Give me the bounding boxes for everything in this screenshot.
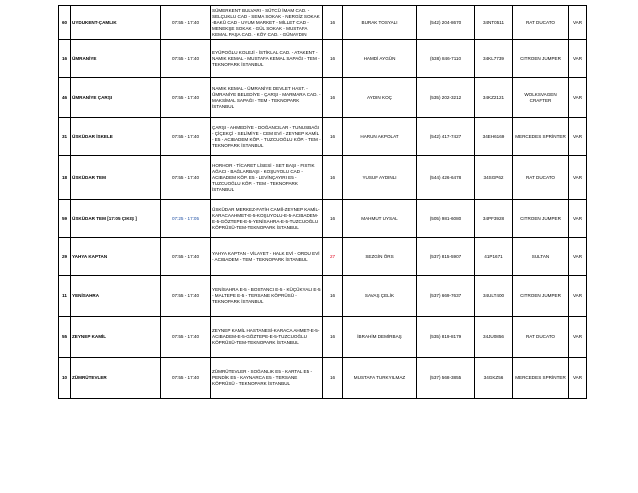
vehicle-model: RAT DUCATO (513, 317, 569, 358)
service-hours: 07:25 - 17:05 (161, 200, 211, 238)
route-name: ÜSKÜDAR İSKELE (71, 118, 161, 156)
vehicle-plate: 34ULT400 (475, 276, 513, 317)
table-row (59, 200, 587, 238)
availability-status: VAR (569, 6, 587, 40)
table-row (59, 78, 587, 118)
route-name: UYDUKENT-ÇAMLIK (71, 6, 161, 40)
vehicle-plate: 34JU0856 (475, 317, 513, 358)
vehicle-plate: 41P1671 (475, 238, 513, 276)
route-stops (211, 317, 323, 358)
route-stops (211, 6, 323, 40)
route-stops (211, 78, 323, 118)
driver-phone: (535) 202-3212 (417, 78, 475, 118)
seat-capacity: 16 (323, 6, 343, 40)
driver-phone: (538) 846-7110 (417, 40, 475, 78)
route-stops (211, 358, 323, 399)
route-stops (211, 156, 323, 200)
driver-name: SEZGİN ÖRS (343, 238, 417, 276)
vehicle-plate: 34KZ2121 (475, 78, 513, 118)
route-number: 16 (59, 40, 71, 78)
route-stops-text: SÜMERKENT BULVARI - SÜTCÜ İMAM CAD. - SELÇUKLU CAD - SEMA SOKAK - NERGİZ SOKAK -BAKÜ CAD - UYUM MARKET - MİLLET CAD - MENEKŞE SOKAK - GÜL SOKAK - MUSTAFA KEMAL PAŞA CAD. - KÖY CAD. - GÜNAYDIN (212, 7, 320, 37)
driver-name: BURAK TOSYALI (343, 6, 417, 40)
vehicle-model: RAT DUCATO (513, 6, 569, 40)
vehicle-model: MERCEDES SPRİNTER (513, 118, 569, 156)
route-name: YENİSAHRA (71, 276, 161, 317)
availability-status: VAR (569, 200, 587, 238)
route-stops-text: YAHYA KAPTAN - VİLAYET - HALK EVİ - ORDU EVİ - ACIBADEM - TEM - TEKNOPARK İSTANBUL (212, 250, 320, 262)
service-hours: 07:55 - 17:40 (161, 358, 211, 399)
table-row (59, 238, 587, 276)
driver-name: YUSUF AYDINLI (343, 156, 417, 200)
route-stops-text: ZEYNEP KAMİL HASTANESİ-KARACA AHMET-E-5-ACIBADEM-E-5-GÖZTEPE-E-5-TUZCUOĞLU KÖPRÜSÜ-TEM-TEKNOPARK İSTANBUL (212, 328, 320, 345)
route-stops-text: ÇARŞI - AHMEDİYE - DOĞANCILAR - TUNUSBAĞI - ÇİÇEKÇİ - SELİMİYE - CEM EVİ - ZEYNEP KAMİL - E5 - ACIBADEM KÖP. - TUZCUOĞLU KÖP. - TEM - TEKNOPARK İSTANBUL (212, 124, 321, 148)
driver-phone: (537) 815-5907 (417, 238, 475, 276)
vehicle-model: CITROEN JUMPER (513, 200, 569, 238)
availability-status: VAR (569, 358, 587, 399)
route-stops (211, 118, 323, 156)
seat-capacity: 16 (323, 78, 343, 118)
route-stops (211, 276, 323, 317)
route-stops-text: EYÜPOĞLU KOLEJİ - İSTİKLAL CAD. - ATAKENT - NAMIK KEMAL - MUSTAFA KEMAL SAPAĞI - TEM - TEKNOPARK İSTANBUL (212, 49, 320, 67)
service-hours: 07:55 - 17:40 (161, 276, 211, 317)
driver-name: MAHMUT UYSAL (343, 200, 417, 238)
seat-capacity: 16 (323, 40, 343, 78)
service-hours: 07:55 - 17:40 (161, 40, 211, 78)
table-row (59, 40, 587, 78)
route-name: ZEYNEP KAMİL (71, 317, 161, 358)
seat-capacity: 16 (323, 276, 343, 317)
route-number: 60 (59, 6, 71, 40)
driver-phone: (542) 204-8670 (417, 6, 475, 40)
service-hours: 07:55 - 17:40 (161, 317, 211, 358)
vehicle-plate: 34NT0511 (475, 6, 513, 40)
route-name: ÜSKÜDAR TEM (71, 156, 161, 200)
route-rows (59, 6, 587, 399)
vehicle-model: MERCEDES SPRİNTER (513, 358, 569, 399)
table-row (59, 358, 587, 399)
driver-phone: (535) 819-8179 (417, 317, 475, 358)
route-stops-text: ZÜMRÜTEVLER - SOĞANLIK E5 - KARTAL E5 - PENDİK E5 - KAYNARCA E5 - TERSANE KÖPRÜSÜ - TEKNOPARK İSTANBUL (212, 369, 312, 386)
route-stops (211, 238, 323, 276)
route-name: ÜSKÜDAR TEM [17:05 ÇIKIŞ ] (71, 200, 161, 238)
availability-status: VAR (569, 118, 587, 156)
route-number: 55 (59, 317, 71, 358)
availability-status: VAR (569, 78, 587, 118)
vehicle-model: SULTAN (513, 238, 569, 276)
route-number: 46 (59, 78, 71, 118)
vehicle-plate: 34EH6169 (475, 118, 513, 156)
driver-phone: (537) 568-3855 (417, 358, 475, 399)
availability-status: VAR (569, 40, 587, 78)
availability-status: VAR (569, 156, 587, 200)
driver-name: HARUN AKPOLAT (343, 118, 417, 156)
route-stops-text: HORHOR - TİCARET LİSESİ - SET BAŞI - FISTIK AĞACI - BAĞLARBAŞI - KOŞUYOLU CAD - ACIBADEM KÖP. E5 - LEVİNÇAYIRI E5 - TUZCUOĞLU KÖP. - TEM - TEKNOPARK İSTANBUL (212, 162, 315, 192)
driver-phone: (542) 417-7427 (417, 118, 475, 156)
table-row (59, 276, 587, 317)
availability-status: VAR (569, 238, 587, 276)
driver-phone: (505) 981-6080 (417, 200, 475, 238)
route-number: 10 (59, 358, 71, 399)
route-stops (211, 200, 323, 238)
table-row (59, 317, 587, 358)
driver-phone: (537) 669-7637 (417, 276, 475, 317)
vehicle-plate: 34KL7739 (475, 40, 513, 78)
service-hours: 07:55 - 17:40 (161, 78, 211, 118)
seat-capacity: 16 (323, 317, 343, 358)
availability-status: VAR (569, 317, 587, 358)
vehicle-plate: 34SGP62 (475, 156, 513, 200)
seat-capacity: 27 (323, 238, 343, 276)
route-number: 29 (59, 238, 71, 276)
table-row (59, 156, 587, 200)
service-hours: 07:55 - 17:40 (161, 156, 211, 200)
driver-name: İBRAHİM DEMİRBAŞ (343, 317, 417, 358)
table-row (59, 6, 587, 40)
route-number: 11 (59, 276, 71, 317)
vehicle-model: WOLKSVAGEN CRAFTER (513, 78, 569, 118)
driver-phone: (544) 426-6478 (417, 156, 475, 200)
driver-name: SAVAŞ ÇELİK (343, 276, 417, 317)
seat-capacity: 16 (323, 156, 343, 200)
vehicle-plate: 34GKZ56 (475, 358, 513, 399)
vehicle-plate: 34PF3928 (475, 200, 513, 238)
route-number: 59 (59, 200, 71, 238)
availability-status: VAR (569, 276, 587, 317)
route-stops (211, 40, 323, 78)
route-name: ÜMRANİYE (71, 40, 161, 78)
route-stops-text: YENİSAHRA E-5 - BOSTANCI E-5 - KÜÇÜKYALI E-5 - MALTEPE E-5 - TERSANE KÖPRÜSÜ - TEKNOPARK İSTANBUL (212, 287, 321, 304)
route-name: YAHYA KAPTAN (71, 238, 161, 276)
service-hours: 07:55 - 17:40 (161, 118, 211, 156)
table-row (59, 118, 587, 156)
vehicle-model: RAT DUCATO (513, 156, 569, 200)
seat-capacity: 16 (323, 358, 343, 399)
route-number: 31 (59, 118, 71, 156)
route-stops-text: NAMIK KEMAL - ÜMRANİYE DEVLET HAST. - ÜMRANİYE BELEDİYE - ÇARŞI - MARMARA CAD. - MAKSİMAL SAPAĞI - TEM - TEKNOPARK İSTANBUL (212, 85, 321, 109)
driver-name: MUSTAFA TURKYILMAZ (343, 358, 417, 399)
seat-capacity: 16 (323, 118, 343, 156)
seat-capacity: 16 (323, 200, 343, 238)
service-hours: 07:55 - 17:40 (161, 238, 211, 276)
route-table (58, 5, 587, 399)
vehicle-model: CITROEN JUMPER (513, 40, 569, 78)
route-stops-text: ÜSKÜDAR MERKEZ-FATİH CAMİİ-ZEYNEP KAMİL-KARACAAHMET-E-5-KOŞUYOLU-E-5-ACIBADEM-E-5-GÖZTEPE-E-5-YENİSAHRA-E-5-TUZCUOĞLU KÖPRÜSÜ-TEM-TEKNOPARK İSTANBUL (212, 206, 320, 230)
service-hours: 07:55 - 17:40 (161, 6, 211, 40)
route-name: ÜMRANİYE ÇARŞI (71, 78, 161, 118)
route-name: ZÜMRÜTEVLER (71, 358, 161, 399)
driver-name: HAMDİ AYGÜN (343, 40, 417, 78)
vehicle-model: CITROEN JUMPER (513, 276, 569, 317)
route-number: 18 (59, 156, 71, 200)
driver-name: AYDIN KOÇ (343, 78, 417, 118)
